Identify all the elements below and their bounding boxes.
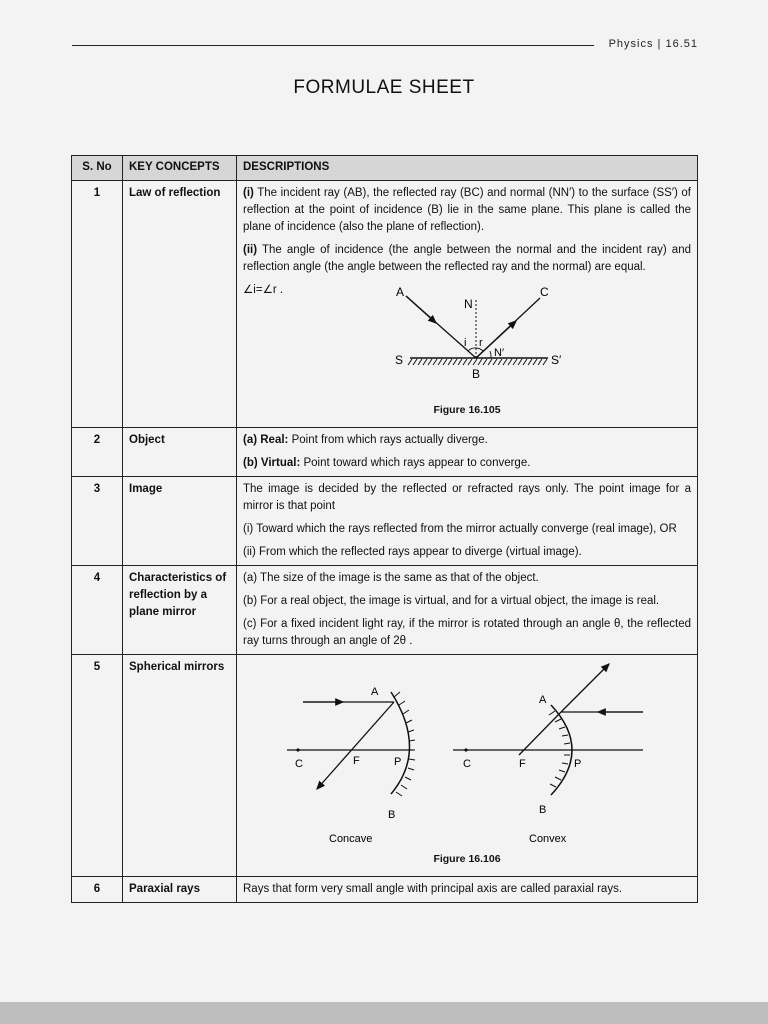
convex-label-F: F: [519, 758, 526, 770]
row-description: [237, 566, 698, 655]
description-paragraph: (a) The size of the image is the same as that of the object.: [243, 572, 539, 584]
convex-mirror: [453, 664, 643, 845]
concave-label-P: P: [394, 756, 402, 768]
convex-label-A: A: [539, 694, 547, 706]
spherical-mirrors-figure: [243, 659, 691, 849]
label-S: S: [395, 353, 404, 367]
header-descriptions: DESCRIPTIONS: [237, 156, 698, 181]
row-description: [237, 877, 698, 903]
label-C: C: [540, 285, 549, 299]
paragraph-lead: (i): [243, 187, 254, 199]
paragraph-text: Point toward which rays appear to converge.: [300, 457, 531, 469]
page-title: FORMULAE SHEET: [293, 77, 475, 98]
label-i: i: [464, 337, 467, 349]
paragraph-text: The angle of incidence (the angle between the normal and the incident ray) and reflection angle (the angle between the reflected ray and the normal) are equal.: [243, 244, 691, 273]
convex-label-P: P: [574, 758, 582, 770]
table-row: [72, 477, 698, 566]
row-description: [237, 181, 698, 428]
description-paragraph: (i) Toward which the rays reflected from the mirror actually converge (real image), OR: [243, 523, 677, 535]
description-paragraph: (c) For a fixed incident light ray, if the mirror is rotated through an angle θ, the reflected ray turns through an angle of 2θ .: [243, 618, 691, 647]
description-paragraph: [243, 185, 691, 236]
convex-caption: Convex: [529, 833, 567, 845]
description-paragraph: [243, 432, 691, 449]
table-row: [72, 428, 698, 477]
figure-caption: Figure 16.105: [433, 404, 501, 416]
row-concept: Law of reflection: [123, 181, 237, 428]
running-head: Physics | 16.51: [608, 38, 698, 50]
row-number: 4: [72, 566, 123, 655]
row-number: 3: [72, 477, 123, 566]
label-N-prime: N′: [494, 347, 505, 359]
description-paragraph: (ii) From which the reflected rays appear to diverge (virtual image).: [243, 546, 582, 558]
description-paragraph: [243, 455, 691, 472]
paragraph-lead: (ii): [243, 244, 258, 256]
row-concept: Spherical mirrors: [123, 655, 237, 877]
header-rule: [72, 45, 594, 46]
label-A: A: [396, 285, 405, 299]
row-description: [237, 428, 698, 477]
description-paragraph: The image is decided by the reflected or refracted rays only. The point image for a mirror is that point: [243, 483, 691, 512]
convex-label-B: B: [539, 804, 547, 816]
description-paragraph: [243, 242, 691, 276]
row-number: 6: [72, 877, 123, 903]
figure-caption: Figure 16.106: [433, 853, 501, 865]
paragraph-text: Point from which rays actually diverge.: [288, 434, 488, 446]
table-row: [72, 877, 698, 903]
paragraph-lead: (b) Virtual:: [243, 457, 301, 469]
table-header-row: [72, 156, 698, 181]
row-concept: Image: [123, 477, 237, 566]
reflection-formula: ∠i=∠r .: [243, 284, 284, 296]
spherical-mirrors-diagram: [243, 659, 683, 849]
concave-label-A: A: [371, 686, 379, 698]
label-r: r: [479, 337, 483, 349]
reflection-diagram: [390, 280, 590, 398]
bottom-bar: [0, 1002, 768, 1024]
convex-label-C: C: [463, 758, 471, 770]
paragraph-text: The incident ray (AB), the reflected ray (BC) and normal (NN′) to the surface (SS′) of reflection at the point of incidence (B) lie in the same plane. This plane is called the plane of incidence (also the plane of reflection).: [243, 187, 691, 233]
row-number: 5: [72, 655, 123, 877]
row-concept: Object: [123, 428, 237, 477]
row-number: 1: [72, 181, 123, 428]
reflection-figure-area: [243, 282, 691, 400]
table-row: [72, 566, 698, 655]
row-description: [237, 477, 698, 566]
concave-label-B: B: [388, 809, 396, 821]
concave-mirror: [287, 686, 415, 845]
label-N: N: [464, 297, 473, 311]
header-key-concepts: KEY CONCEPTS: [123, 156, 237, 181]
label-B: B: [472, 367, 481, 381]
concave-label-C: C: [295, 758, 303, 770]
description-paragraph: (b) For a real object, the image is virtual, and for a virtual object, the image is real.: [243, 595, 660, 607]
description-paragraph: Rays that form very small angle with principal axis are called paraxial rays.: [243, 883, 623, 895]
table-row: [72, 181, 698, 428]
header-sno: S. No: [72, 156, 123, 181]
table-row: [72, 655, 698, 877]
row-description: [237, 655, 698, 877]
concave-caption: Concave: [329, 833, 373, 845]
formulae-table: [71, 155, 698, 903]
row-number: 2: [72, 428, 123, 477]
row-concept: Characteristics of reflection by a plane mirror: [123, 566, 237, 655]
row-concept: Paraxial rays: [123, 877, 237, 903]
paragraph-lead: (a) Real:: [243, 434, 289, 446]
concave-label-F: F: [353, 755, 360, 767]
label-S-prime: S′: [551, 353, 562, 367]
